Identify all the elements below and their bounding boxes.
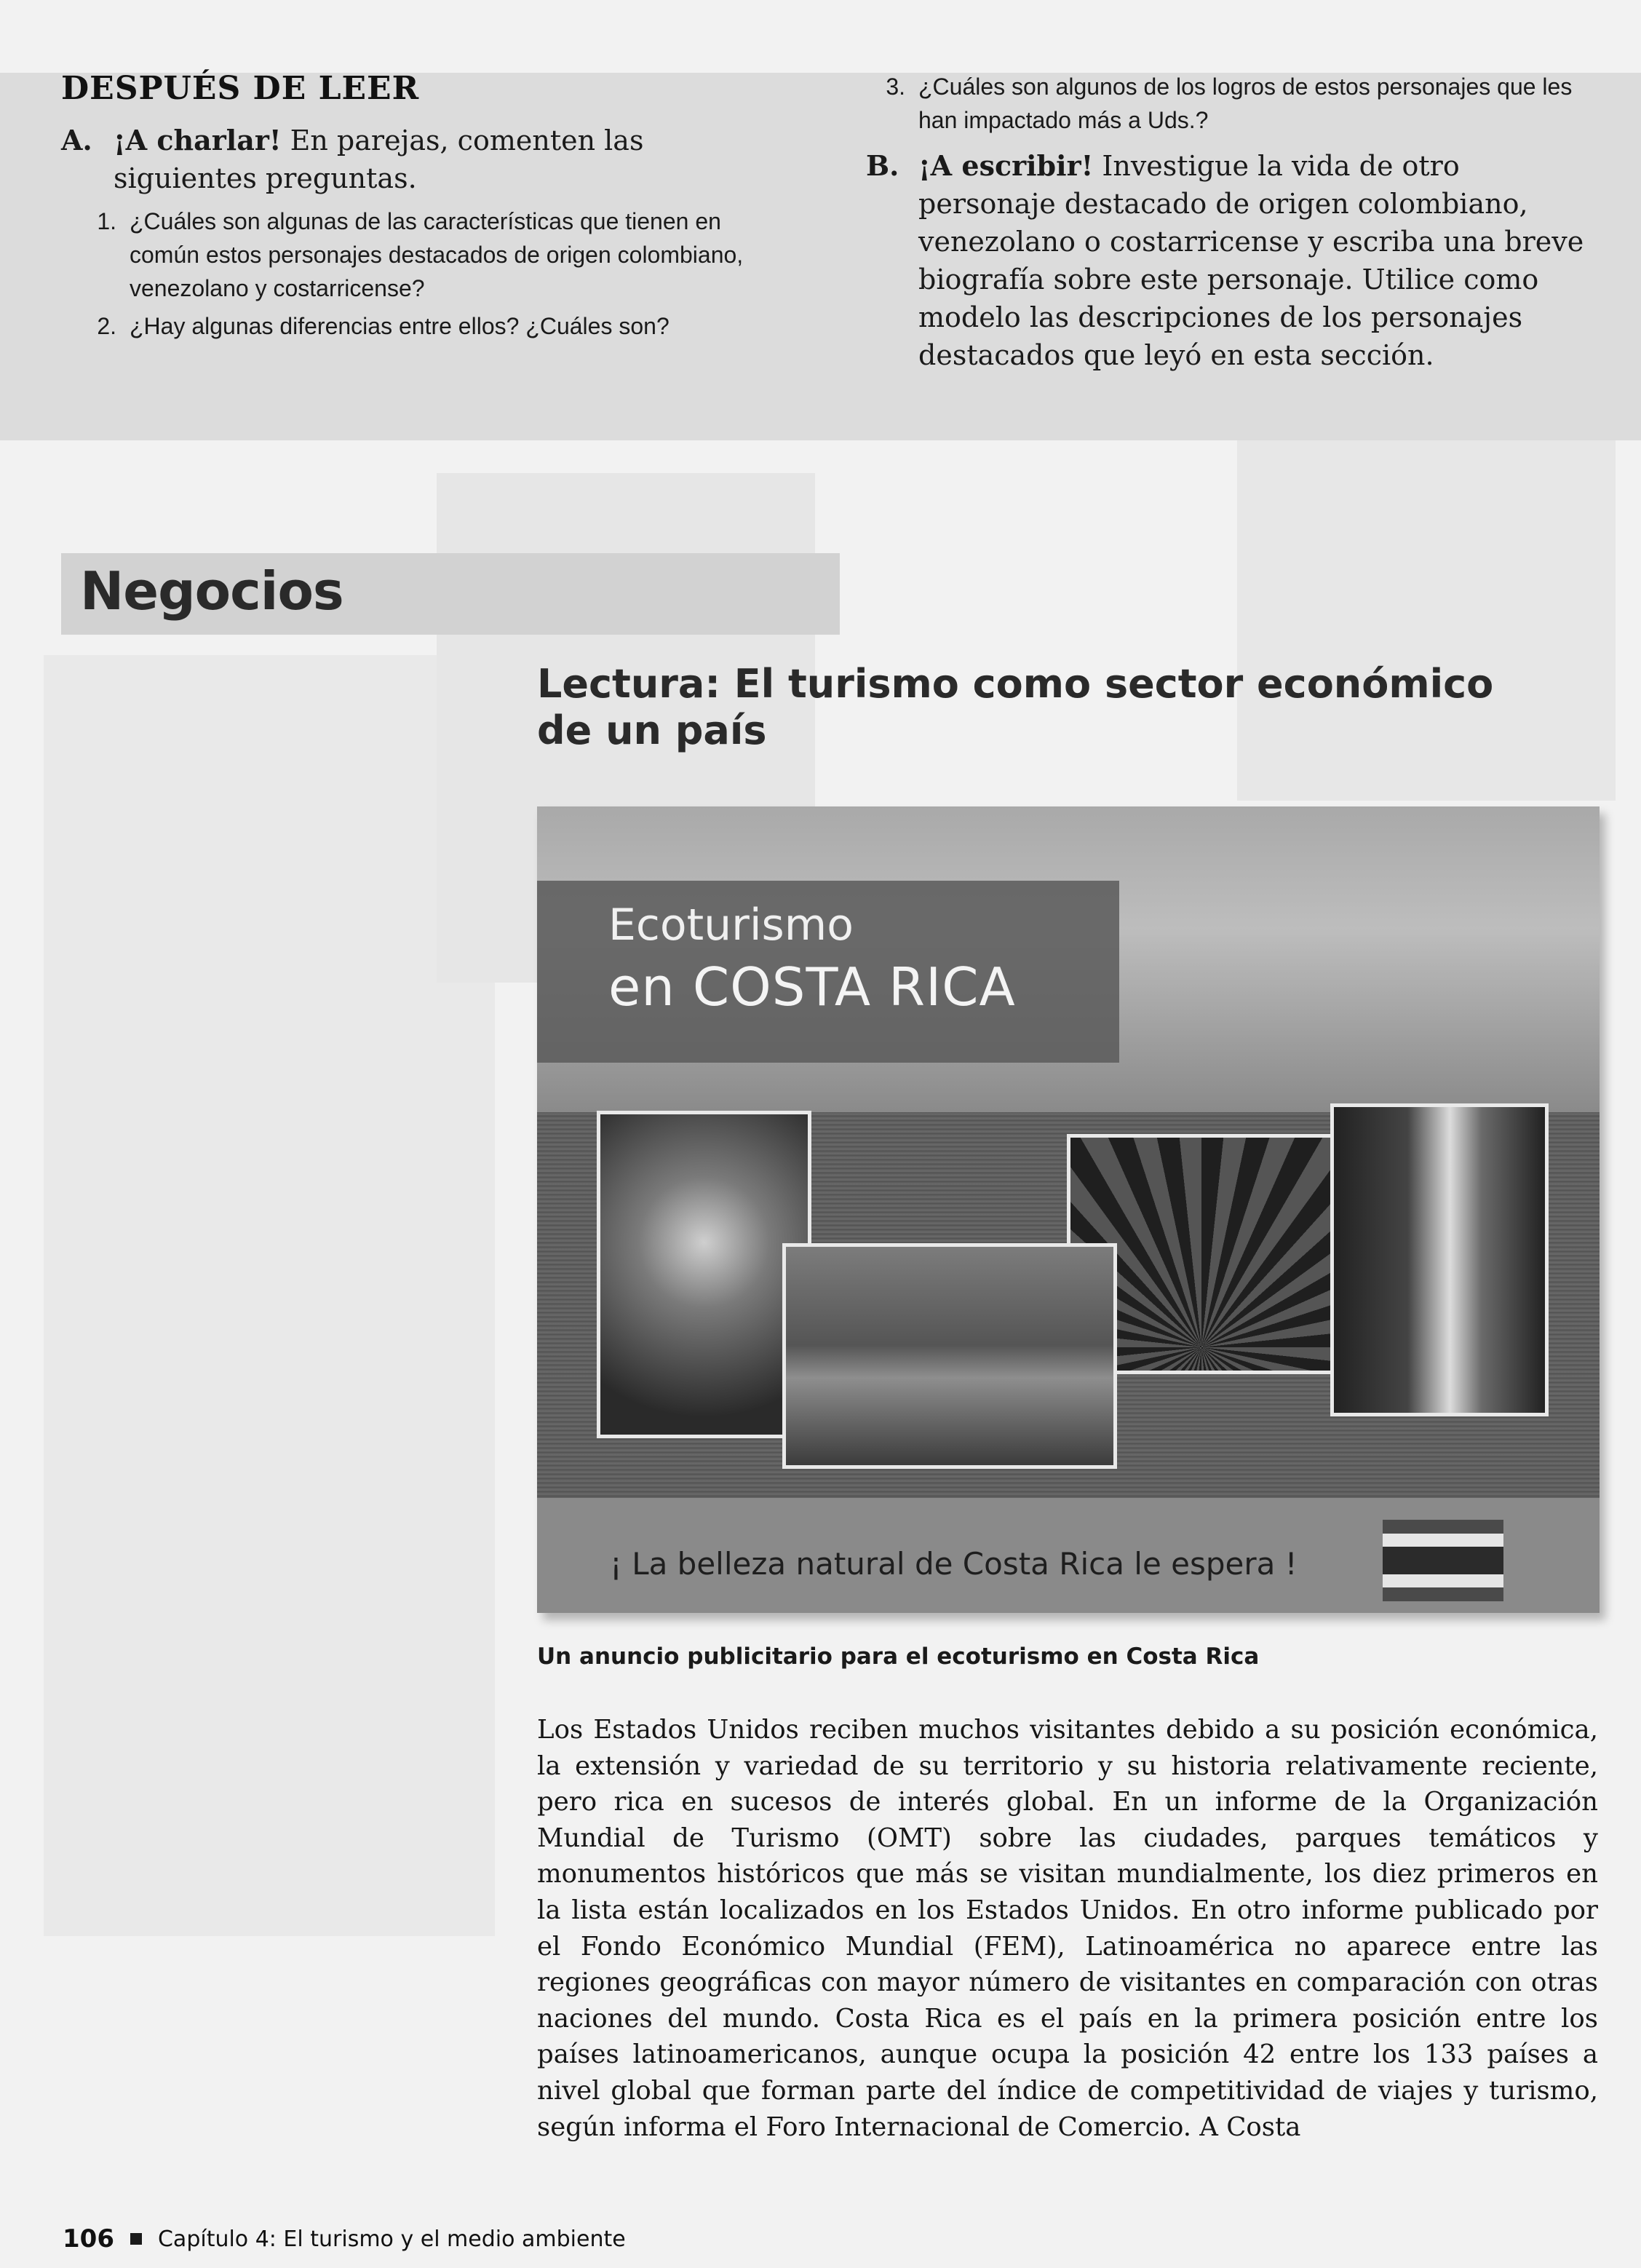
costa-rica-flag-icon [1383, 1520, 1503, 1601]
flag-stripe [1383, 1547, 1503, 1574]
task-a [61, 122, 789, 197]
square-bullet-icon [130, 2233, 142, 2245]
question-text: ¿Hay algunas diferencias entre ellos? ¿Cuáles son? [130, 313, 669, 339]
question-2 [77, 309, 789, 343]
question-number: 2. [97, 313, 116, 339]
question-3 [866, 70, 1594, 137]
ad-title-line2: en COSTA RICA [608, 956, 1016, 1018]
flower-photo [597, 1111, 811, 1438]
question-number: 1. [97, 208, 116, 234]
after-reading-left-column [61, 70, 789, 347]
question-number: 3. [886, 74, 905, 100]
reading-title: Lectura: El turismo como sector económico de un país [537, 661, 1494, 753]
question-text: ¿Cuáles son algunas de las características que tienen en común estos personajes destacados de origen colombiano, venezolano y costarricense? [130, 208, 744, 301]
flag-stripe [1383, 1587, 1503, 1601]
after-reading-right-column [866, 70, 1594, 381]
ad-title-line1: Ecoturismo [608, 900, 854, 951]
task-b [866, 147, 1594, 374]
question-list-right [866, 70, 1594, 137]
page-number: 106 [63, 2224, 114, 2253]
task-b-text [918, 147, 1594, 374]
ad-caption: Un anuncio publicitario para el ecoturismo en Costa Rica [537, 1643, 1260, 1670]
flag-stripe [1383, 1574, 1503, 1588]
chapter-title: Capítulo 4: El turismo y el medio ambiente [157, 2226, 626, 2252]
after-reading-title: DESPUÉS DE LEER [61, 70, 420, 107]
volcano-photo [782, 1243, 1117, 1469]
task-a-body: En parejas, comenten las siguientes preguntas. [114, 124, 644, 194]
ghost-block-left [44, 655, 495, 1936]
flag-stripe [1383, 1520, 1503, 1534]
task-b-body: Investigue la vida de otro personaje destacado de origen colombiano, venezolano o costarricense y escriba una breve biografía sobre este personaje. Utilice como modelo las descripciones de los personajes destacados que leyó en esta sección. [918, 150, 1584, 371]
task-b-lead: ¡A escribir! [918, 149, 1094, 182]
task-a-text [114, 122, 789, 197]
question-list-left [77, 205, 789, 343]
ad-slogan: ¡ La belleza natural de Costa Rica le espera ! [610, 1546, 1298, 1582]
question-text: ¿Cuáles son algunos de los logros de estos personajes que les han impactado más a Uds.? [918, 74, 1573, 133]
section-title: Negocios [80, 560, 343, 622]
flag-stripe [1383, 1534, 1503, 1547]
ecotourism-ad [537, 806, 1600, 1613]
task-a-lead: ¡A charlar! [114, 124, 282, 156]
task-a-letter: A. [61, 124, 92, 156]
question-1 [77, 205, 789, 305]
task-b-letter: B. [866, 149, 899, 182]
body-paragraph: Los Estados Unidos reciben muchos visitantes debido a su posición económica, la extensión y variedad de su territorio y su historia relativamente reciente, pero rica en sucesos de interés global. En un informe de la Organización Mundial de Turismo (OMT) sobre las ciudades, parques temáticos y monumentos históricos que más se visitan mundialmente, los diez primeros en la lista están localizados en los Estados Unidos. En otro informe publicado por el Fondo Económico Mundial (FEM), Latinoamérica no aparece entre las regiones geográficas con mayor número de visitantes en comparación con otras naciones del mundo. Costa Rica es el país en la primera posición entre los países latinoamericanos, aunque ocupa la posición 42 entre los 133 países a nivel global que forman parte del índice de competitividad de viajes y turismo, según informa el Foro Internacional de Comercio. A Costa [537, 1715, 1598, 2142]
page-footer [63, 2224, 626, 2253]
waterfall-photo [1330, 1103, 1549, 1416]
